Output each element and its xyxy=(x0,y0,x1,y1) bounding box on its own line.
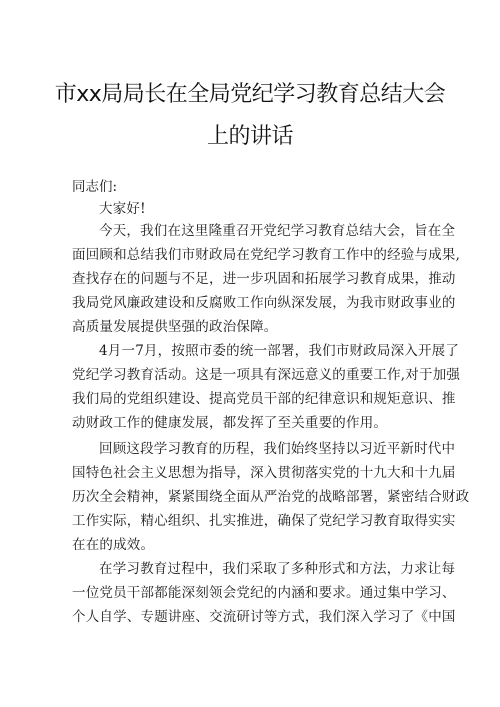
greeting-line: 大家好! xyxy=(99,201,146,217)
body-line: 面回顾和总结我们市财政局在党纪学习教育工作中的经验与成果, xyxy=(72,247,461,263)
document-title-line-1: 市xx局局长在全局党纪学习教育总结大会 xyxy=(54,82,446,107)
body-line: 我们局的党组织建设、提高党员干部的纪律意识和规矩意识、推 xyxy=(72,391,456,407)
body-line: 今天，我们在这里隆重召开党纪学习教育总结大会，旨在全 xyxy=(99,223,456,239)
body-line: 高质量发展提供坚强的政治保障。 xyxy=(72,319,278,335)
salutation: 同志们: xyxy=(72,179,118,195)
body-line: 工作实际，精心组织、扎实推进，确保了党纪学习教育取得实实 xyxy=(72,513,456,529)
body-line: 我局党风廉政建设和反腐败工作向纵深发展，为我市财政事业的 xyxy=(72,295,456,311)
body-line: 在学习教育过程中，我们采取了多种形式和方法，力求让每 xyxy=(99,561,456,577)
body-line: 一位党员干部都能深刻领会党纪的内涵和要求。通过集中学习、 xyxy=(72,585,456,601)
body-line: 查找存在的问题与不足，进一步巩固和拓展学习教育成果，推动 xyxy=(72,271,456,287)
body-line: 历次全会精神，紧紧围绕全面从严治党的战略部署，紧密结合财政 xyxy=(72,489,470,505)
body-line: 回顾这段学习教育的历程，我们始终坚持以习近平新时代中 xyxy=(99,441,456,457)
body-line: 动财政工作的健康发展，都发挥了至关重要的作用。 xyxy=(72,415,388,431)
body-line: 党纪学习教育活动。这是一项具有深远意义的重要工作,对于加强 xyxy=(72,367,461,383)
body-line: 在在的成效。 xyxy=(72,537,155,553)
body-line: 4月一7月，按照市委的统一部署，我们市财政局深入开展了 xyxy=(99,343,460,359)
body-line: 国特色社会主义思想为指导，深入贯彻落实党的十九大和十九届 xyxy=(72,465,456,481)
document-title-line-2: 上的讲话 xyxy=(206,124,293,149)
body-line: 个人自学、专题讲座、交流研讨等方式，我们深入学习了《中国 xyxy=(72,609,456,625)
